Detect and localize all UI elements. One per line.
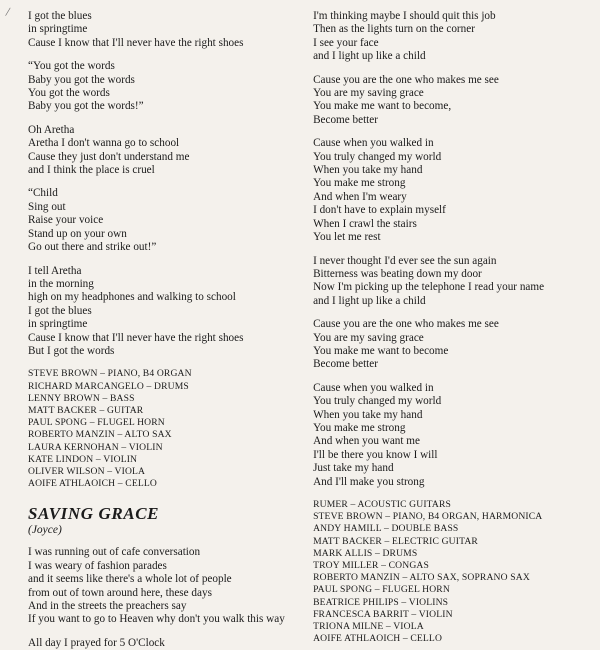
lyric-line: Cause you are the one who makes me see: [313, 318, 499, 331]
lyric-line: Then as the lights turn on the corner: [313, 23, 475, 36]
lyric-line: You truly changed my world: [313, 150, 442, 163]
credit-line: BEATRICE PHILIPS – VIOLINS: [313, 596, 449, 608]
stanza-i-tell-aretha: [28, 265, 295, 359]
credit-line: PAUL SPONG – FLUGEL HORN: [28, 417, 165, 429]
lyric-line: Baby you got the words: [28, 73, 135, 86]
credit-line: ROBERTO MANZIN – ALTO SAX: [28, 429, 172, 441]
corner-slash-mark: /: [4, 3, 12, 20]
lyric-line: Raise your voice: [28, 214, 104, 227]
stanza-running-out-of-cafe: [28, 546, 295, 626]
lyric-line: When I crawl the stairs: [313, 217, 417, 230]
credits-previous-song: [28, 368, 295, 490]
lyric-line: When you take my hand: [313, 164, 423, 177]
lyric-line: And when you want me: [313, 435, 420, 448]
lyric-line: Now I'm picking up the telephone I read your name: [313, 281, 545, 294]
lyric-line: You are my saving grace: [313, 331, 424, 344]
lyric-line: I got the blues: [28, 304, 92, 317]
lyric-line: You make me strong: [313, 177, 406, 190]
lyric-line: I never thought I'd ever see the sun again: [313, 254, 497, 267]
lyric-line: Cause when you walked in: [313, 137, 434, 150]
lyric-line: I was running out of cafe conversation: [28, 546, 201, 559]
stanza-when-you-walked-in-1: [313, 137, 586, 244]
stanza-quit-this-job: [313, 10, 586, 64]
lyric-line: Bitterness was beating down my door: [313, 267, 482, 280]
stanza-oh-aretha: [28, 124, 295, 178]
lyric-line: and I light up like a child: [313, 50, 426, 63]
lyric-line: Stand up on your own: [28, 227, 127, 240]
lyric-line: from out of town around here, these days: [28, 586, 212, 599]
stanza-when-you-walked-in-2: [313, 382, 586, 489]
stanza-blues-springtime: [28, 10, 295, 50]
lyric-line: Just take my hand: [313, 462, 394, 475]
credit-line: TROY MILLER – CONGAS: [313, 560, 429, 572]
lyric-line: You truly changed my world: [313, 395, 442, 408]
credit-line: KATE LINDON – VIOLIN: [28, 453, 138, 465]
lyric-line: You are my saving grace: [313, 87, 424, 100]
song-title-saving-grace: SAVING GRACE: [28, 504, 160, 524]
lyric-line: Cause I know that I'll never have the right shoes: [28, 36, 244, 49]
lyric-line: in springtime: [28, 23, 88, 36]
lyric-line: When you take my hand: [313, 408, 423, 421]
lyric-line: and I light up like a child: [313, 294, 426, 307]
credit-line: PAUL SPONG – FLUGEL HORN: [313, 584, 450, 596]
lyric-line: If you want to go to Heaven why don't you walk this way: [28, 613, 285, 626]
stanza-saving-grace-chorus-2: [313, 318, 586, 372]
lyric-line: I see your face: [313, 36, 379, 49]
credit-line: LAURA KERNOHAN – VIOLIN: [28, 441, 163, 453]
stanza-saving-grace-chorus-1: [313, 74, 586, 128]
lyric-line: All day I prayed for 5 O'Clock: [28, 636, 165, 649]
lyric-line: and it seems like there's a whole lot of people: [28, 573, 232, 586]
lyric-line: in springtime: [28, 318, 88, 331]
lyric-line: I'm thinking maybe I should quit this job: [313, 10, 496, 22]
lyric-line: I'll be there you know I will: [313, 448, 438, 461]
lyric-line: You make me strong: [313, 421, 406, 434]
lyric-line: You make me want to become,: [313, 100, 452, 113]
song-writer-credit: (Joyce): [28, 524, 62, 537]
credit-line: FRANCESCA BARRIT – VIOLIN: [313, 608, 453, 620]
stanza-all-day-i-prayed: [28, 637, 295, 650]
lyric-line: Baby you got the words!”: [28, 100, 144, 113]
lyric-line: I don't have to explain myself: [313, 204, 446, 217]
credit-line: STEVE BROWN – PIANO, B4 ORGAN: [28, 368, 192, 380]
lyric-line: in the morning: [28, 277, 94, 290]
credits-saving-grace: [313, 499, 586, 645]
credit-line: RUMER – ACOUSTIC GUITARS: [313, 499, 452, 510]
credit-line: RICHARD MARCANGELO – DRUMS: [28, 380, 189, 392]
stanza-never-thought-sun: [313, 255, 586, 309]
stanza-you-got-the-words: [28, 60, 295, 114]
credit-line: MATT BACKER – GUITAR: [28, 404, 144, 416]
lyric-line: And when I'm weary: [313, 190, 407, 203]
lyric-line: Go out there and strike out!”: [28, 241, 157, 254]
credit-line: ANDY HAMILL – DOUBLE BASS: [313, 523, 459, 535]
credit-line: OLIVER WILSON – VIOLA: [28, 465, 146, 477]
lyric-line: high on my headphones and walking to school: [28, 291, 236, 304]
stanza-child-sing-out: [28, 187, 295, 254]
lyric-line: Aretha I don't wanna go to school: [28, 137, 180, 150]
credit-line: LENNY BROWN – BASS: [28, 392, 135, 404]
credit-line: AOIFE ATHLAOICH – CELLO: [28, 478, 157, 490]
lyric-line: Cause they just don't understand me: [28, 150, 190, 163]
lyric-line: Become better: [313, 113, 378, 126]
lyric-line: “You got the words: [28, 60, 115, 73]
credit-line: ROBERTO MANZIN – ALTO SAX, SOPRANO SAX: [313, 572, 530, 584]
lyric-line: You make me want to become: [313, 344, 449, 357]
credit-line: MATT BACKER – ELECTRIC GUITAR: [313, 535, 478, 547]
lyric-line: And in the streets the preachers say: [28, 600, 187, 612]
lyric-line: And I'll make you strong: [313, 475, 425, 488]
lyric-line: But I got the words: [28, 344, 115, 357]
credit-line: MARK ALLIS – DRUMS: [313, 547, 418, 559]
lyric-line: You let me rest: [313, 231, 381, 244]
lyric-line: Cause when you walked in: [313, 381, 434, 394]
lyric-line: I got the blues: [28, 10, 92, 22]
left-column: [18, 10, 295, 649]
lyric-line: and I think the place is cruel: [28, 164, 155, 177]
lyric-line: Cause I know that I'll never have the right shoes: [28, 331, 244, 344]
credit-line: TRIONA MILNE – VIOLA: [313, 621, 424, 633]
right-column: [309, 10, 586, 645]
lyric-line: Oh Aretha: [28, 123, 75, 136]
lyric-line: Become better: [313, 358, 378, 371]
two-column-layout: [18, 10, 586, 649]
lyric-line: Cause you are the one who makes me see: [313, 73, 499, 86]
credit-line: AOIFE ATHLAOICH – CELLO: [313, 633, 443, 645]
credit-line: STEVE BROWN – PIANO, B4 ORGAN, HARMONICA: [313, 511, 543, 523]
lyric-line: “Child: [28, 187, 58, 200]
lyric-line: I tell Aretha: [28, 264, 82, 277]
lyric-line: I was weary of fashion parades: [28, 559, 167, 572]
lyric-line: Sing out: [28, 200, 66, 213]
lyric-line: You got the words: [28, 87, 110, 100]
